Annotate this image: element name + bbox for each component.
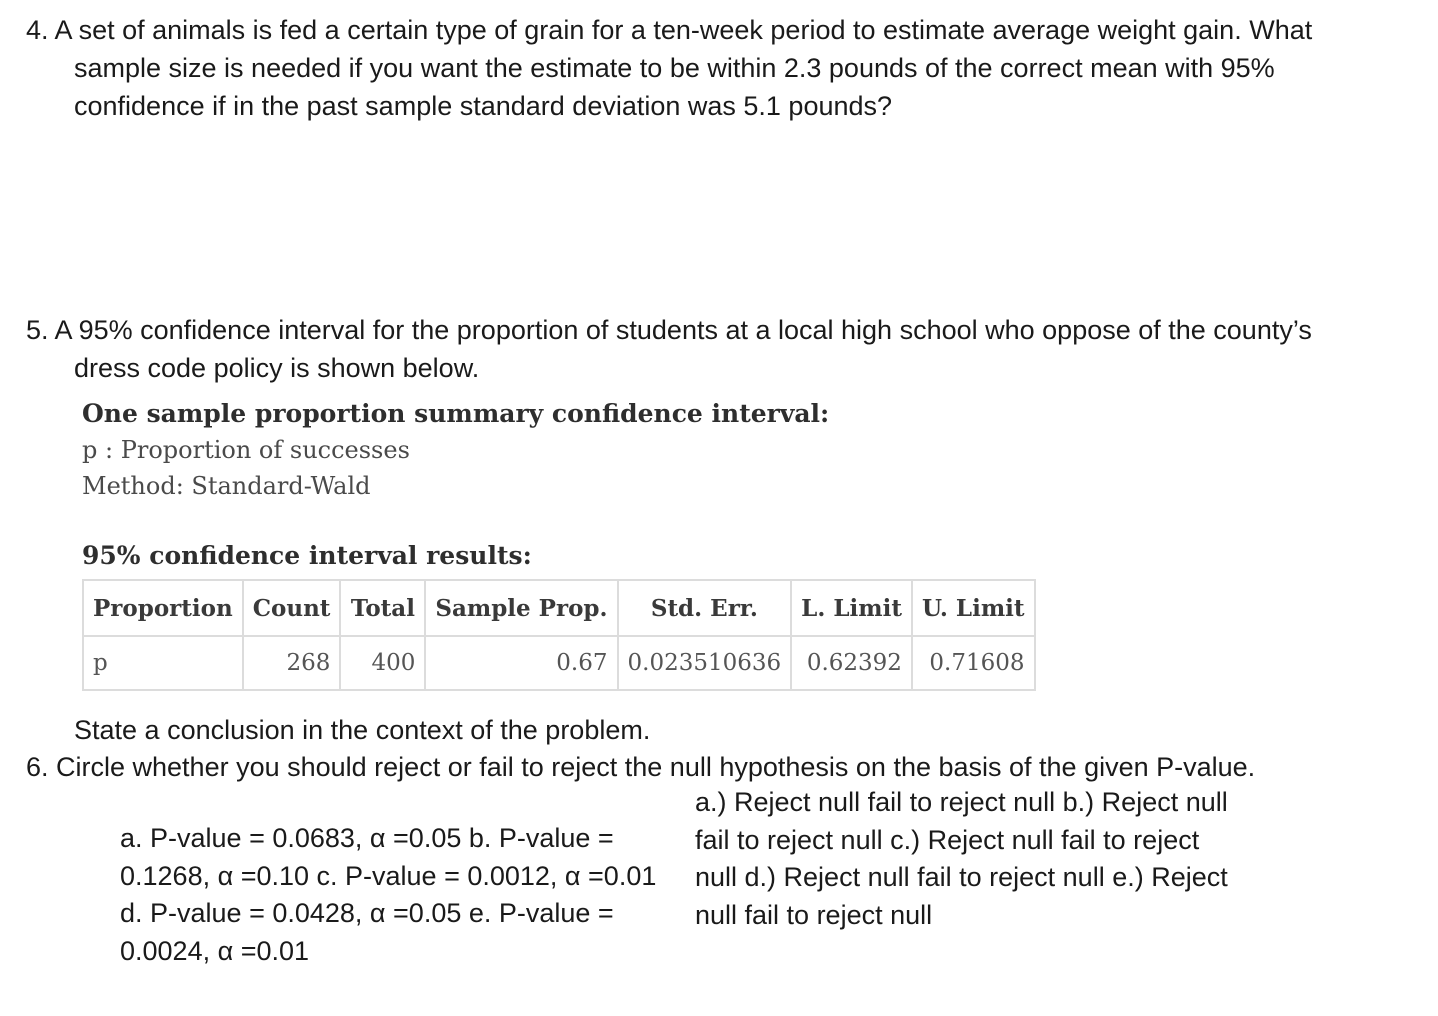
decision-line: a.) Reject null fail to reject null b.) Reject null — [695, 787, 1228, 817]
table-cell: 268 — [243, 636, 341, 690]
table-row — [83, 636, 1035, 690]
p-value-line: d. P-value = 0.0428, α =0.05 e. P-value = — [120, 898, 614, 928]
column-header: Total — [340, 580, 425, 636]
table-cell: 0.71608 — [912, 636, 1035, 690]
column-header: Sample Prop. — [425, 580, 617, 636]
stat-output-parameter: p : Proportion of successes — [82, 436, 410, 464]
p-value-line: a. P-value = 0.0683, α =0.05 b. P-value = — [120, 823, 614, 853]
question-5-line-1: 5. A 95% confidence interval for the proportion of students at a local high school who oppose of the county’s — [26, 315, 1312, 345]
question-4-line-1: 4. A set of animals is fed a certain type of grain for a ten-week period to estimate average weight gain. What — [26, 15, 1313, 45]
column-header: Std. Err. — [618, 580, 792, 636]
conclusion-prompt: State a conclusion in the context of the problem. — [74, 715, 651, 745]
table-cell: 0.62392 — [791, 636, 912, 690]
confidence-interval-table — [82, 579, 1036, 691]
stat-output-method: Method: Standard-Wald — [82, 472, 371, 500]
p-value-line: 0.1268, α =0.10 c. P-value = 0.0012, α =0.01 — [120, 860, 657, 891]
decision-line: null fail to reject null — [695, 899, 933, 930]
results-heading: 95% confidence interval results: — [82, 541, 532, 570]
question-4-line-2: sample size is needed if you want the estimate to be within 2.3 pounds of the correct mean with 95% — [74, 53, 1275, 83]
table-cell: 0.023510636 — [618, 636, 792, 690]
decision-line: null d.) Reject null fail to reject null e.) Reject — [695, 862, 1228, 892]
decision-line: fail to reject null c.) Reject null fail to reject — [695, 824, 1200, 855]
question-4-line-3: confidence if in the past sample standard deviation was 5.1 pounds? — [74, 91, 893, 121]
question-6-prompt: 6. Circle whether you should reject or fail to reject the null hypothesis on the basis of the given P-value. — [26, 752, 1256, 782]
column-header: Count — [243, 580, 341, 636]
column-header: Proportion — [83, 580, 243, 636]
p-value-line: 0.0024, α =0.01 — [120, 935, 310, 966]
p-value-list — [120, 820, 690, 970]
table-cell: 0.67 — [425, 636, 617, 690]
decision-options — [695, 784, 1315, 934]
column-header: U. Limit — [912, 580, 1035, 636]
question-4 — [26, 11, 1416, 125]
stat-output-summary — [82, 396, 829, 574]
column-header: L. Limit — [791, 580, 912, 636]
stat-output-heading: One sample proportion summary confidence interval: — [82, 399, 830, 428]
table-header-row — [83, 580, 1035, 636]
question-5 — [26, 311, 1416, 387]
table-cell: p — [83, 636, 243, 690]
table-cell: 400 — [340, 636, 425, 690]
question-5-line-2: dress code policy is shown below. — [74, 353, 480, 383]
